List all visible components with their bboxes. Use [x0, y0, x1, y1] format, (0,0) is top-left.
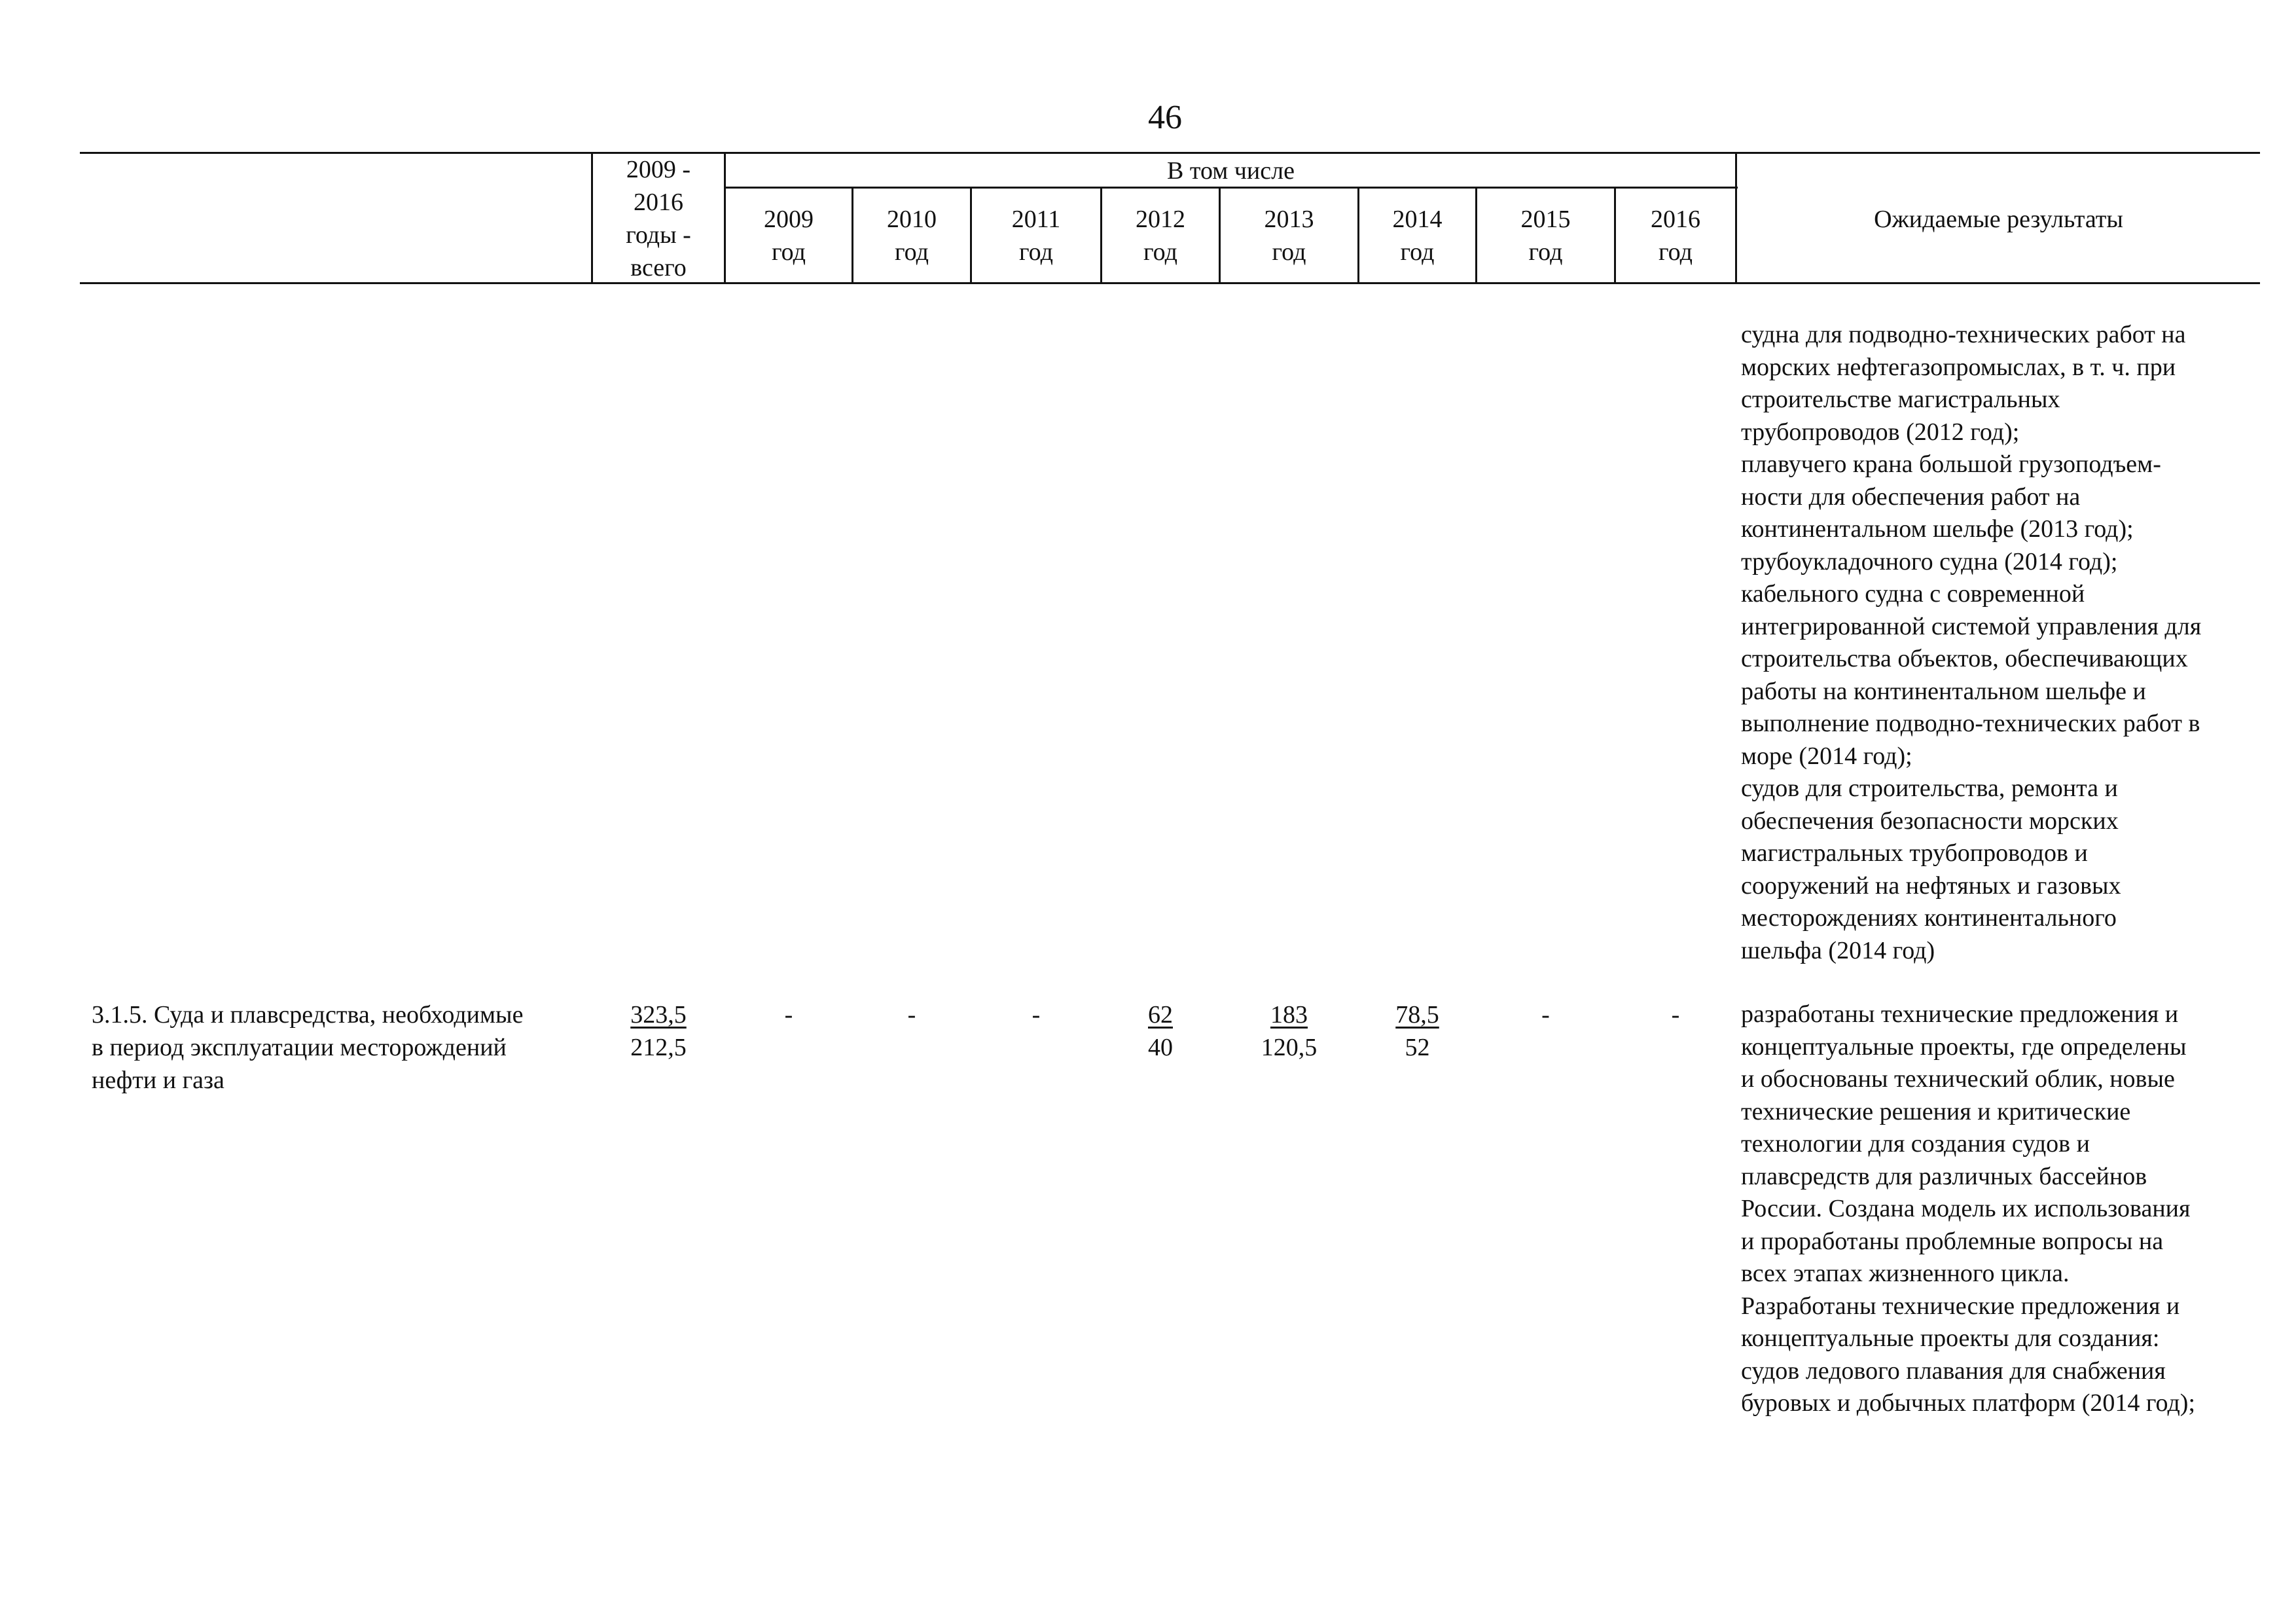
page-number: 46	[1148, 99, 1182, 136]
row-value-2009: -	[784, 1001, 793, 1029]
row-value-2014: 78,5 52	[1395, 1001, 1439, 1061]
year-header-2012: 2012 год	[1136, 206, 1185, 266]
group-header-label: В том числе	[1167, 157, 1295, 185]
row-value-2010: -	[907, 1001, 916, 1029]
row-total-value: 323,5 212,5	[630, 1001, 687, 1061]
results-column-header: Ожидаемые результаты	[1874, 206, 2123, 233]
year-header-2009: 2009 год	[764, 206, 814, 266]
year-header-2016: 2016 год	[1651, 206, 1700, 266]
row-name: 3.1.5. Суда и плавсредства, необходимые в период эксплуатации месторождений нефти и газа	[92, 1001, 524, 1094]
row-value-2015: -	[1541, 1001, 1550, 1029]
row-value-2011: -	[1031, 1001, 1041, 1029]
continued-results-text: судна для подводно-технических работ на морских нефтегазопромыслах, в т. ч. при строительстве магистральных трубопроводов (2012 год); плавучего крана большой грузоподъем- ности для обеспечения работ на континентальном шельфе (2013 год); трубоукладочного судна (2014 год); кабельного судна с современной интегрированной системой управления для строительства объектов, обеспечивающих работы на континентальном шельфе и выполнение подводно-технических работ в море (2014 год); судов для строительства, ремонта и обеспечения безопасности морских магистральных трубопроводов и сооружений на нефтяных и газовых месторождениях континентального шельфа (2014 год)	[1741, 321, 2202, 964]
table-top-rule	[80, 152, 2260, 154]
row-value-2016: -	[1671, 1001, 1680, 1029]
year-header-2010: 2010 год	[887, 206, 937, 266]
year-header-2013: 2013 год	[1264, 206, 1314, 266]
row-value-2012: 62 40	[1148, 1001, 1173, 1061]
year-header-2011: 2011 год	[1011, 206, 1061, 266]
year-header-2014: 2014 год	[1392, 206, 1443, 266]
year-header-2015: 2015 год	[1520, 206, 1571, 266]
row-results-text: разработаны технические предложения и концептуальные проекты, где определены и обоснованы технический облик, новые технические решения и критические технологии для создания судов и плавсредств для различных бассейнов России. Создана модель их использования и проработаны проблемные вопросы на всех этапах жизненного цикла. Разработаны технические предложения и концептуальные проекты для создания: судов ледового плавания для снабжения буровых и добычных платформ (2014 год);	[1741, 1000, 2196, 1417]
table-header-bottom-rule	[80, 282, 2260, 284]
total-column-header: 2009 - 2016 годы - всего	[626, 156, 691, 282]
row-value-2013: 183 120,5	[1261, 1001, 1318, 1061]
